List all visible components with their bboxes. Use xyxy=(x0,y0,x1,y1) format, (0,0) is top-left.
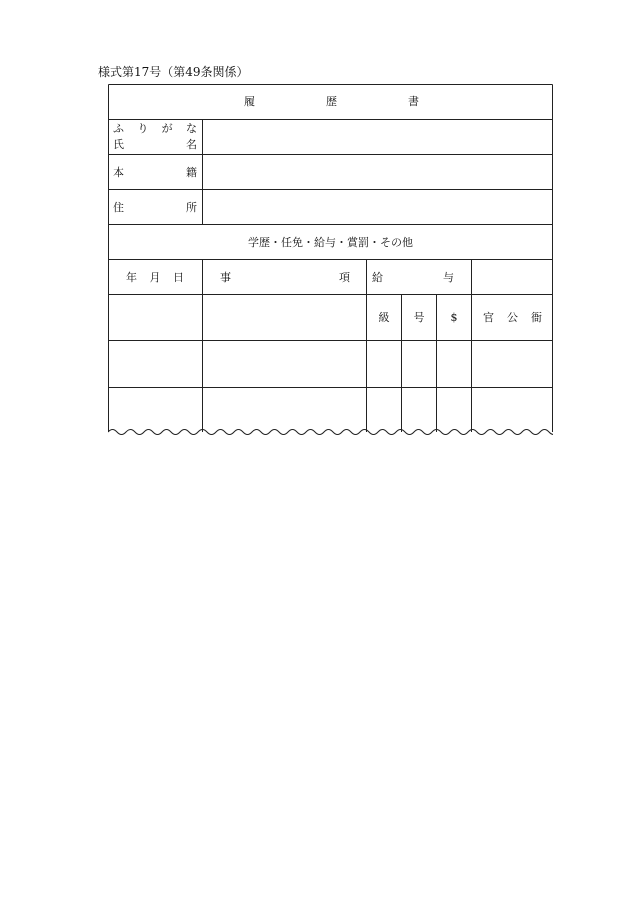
title-char: 書 xyxy=(408,95,419,108)
office-subheader: 官 公 衙 xyxy=(483,311,542,324)
dollar-subheader: $ xyxy=(450,311,458,324)
matter-column-header: 事 項 xyxy=(220,270,350,284)
honseki-label: 本 籍 xyxy=(113,165,197,179)
history-section-heading: 学歴・任免・給与・賞罰・その他 xyxy=(248,235,413,249)
form-title xyxy=(244,84,419,119)
history-entry-row[interactable] xyxy=(109,341,552,387)
date-column-header: 年 月 日 xyxy=(126,270,184,284)
form-number-caption: 様式第17号（第49条関係） xyxy=(98,65,249,79)
address-field[interactable] xyxy=(203,190,552,224)
furigana-label: ふ り が な xyxy=(113,121,197,135)
grade-subheader: 級 xyxy=(378,311,390,324)
address-label: 住 所 xyxy=(113,200,197,214)
name-label: 氏 名 xyxy=(113,137,197,151)
resume-form xyxy=(108,84,553,440)
torn-edge-wave xyxy=(108,430,553,435)
history-entry-row[interactable] xyxy=(109,388,552,430)
number-subheader: 号 xyxy=(413,311,425,324)
title-char: 履 xyxy=(244,95,255,108)
honseki-field[interactable] xyxy=(203,155,552,189)
name-field[interactable] xyxy=(203,120,552,154)
title-char: 歴 xyxy=(326,95,337,108)
salary-column-header: 給 与 xyxy=(372,270,454,284)
